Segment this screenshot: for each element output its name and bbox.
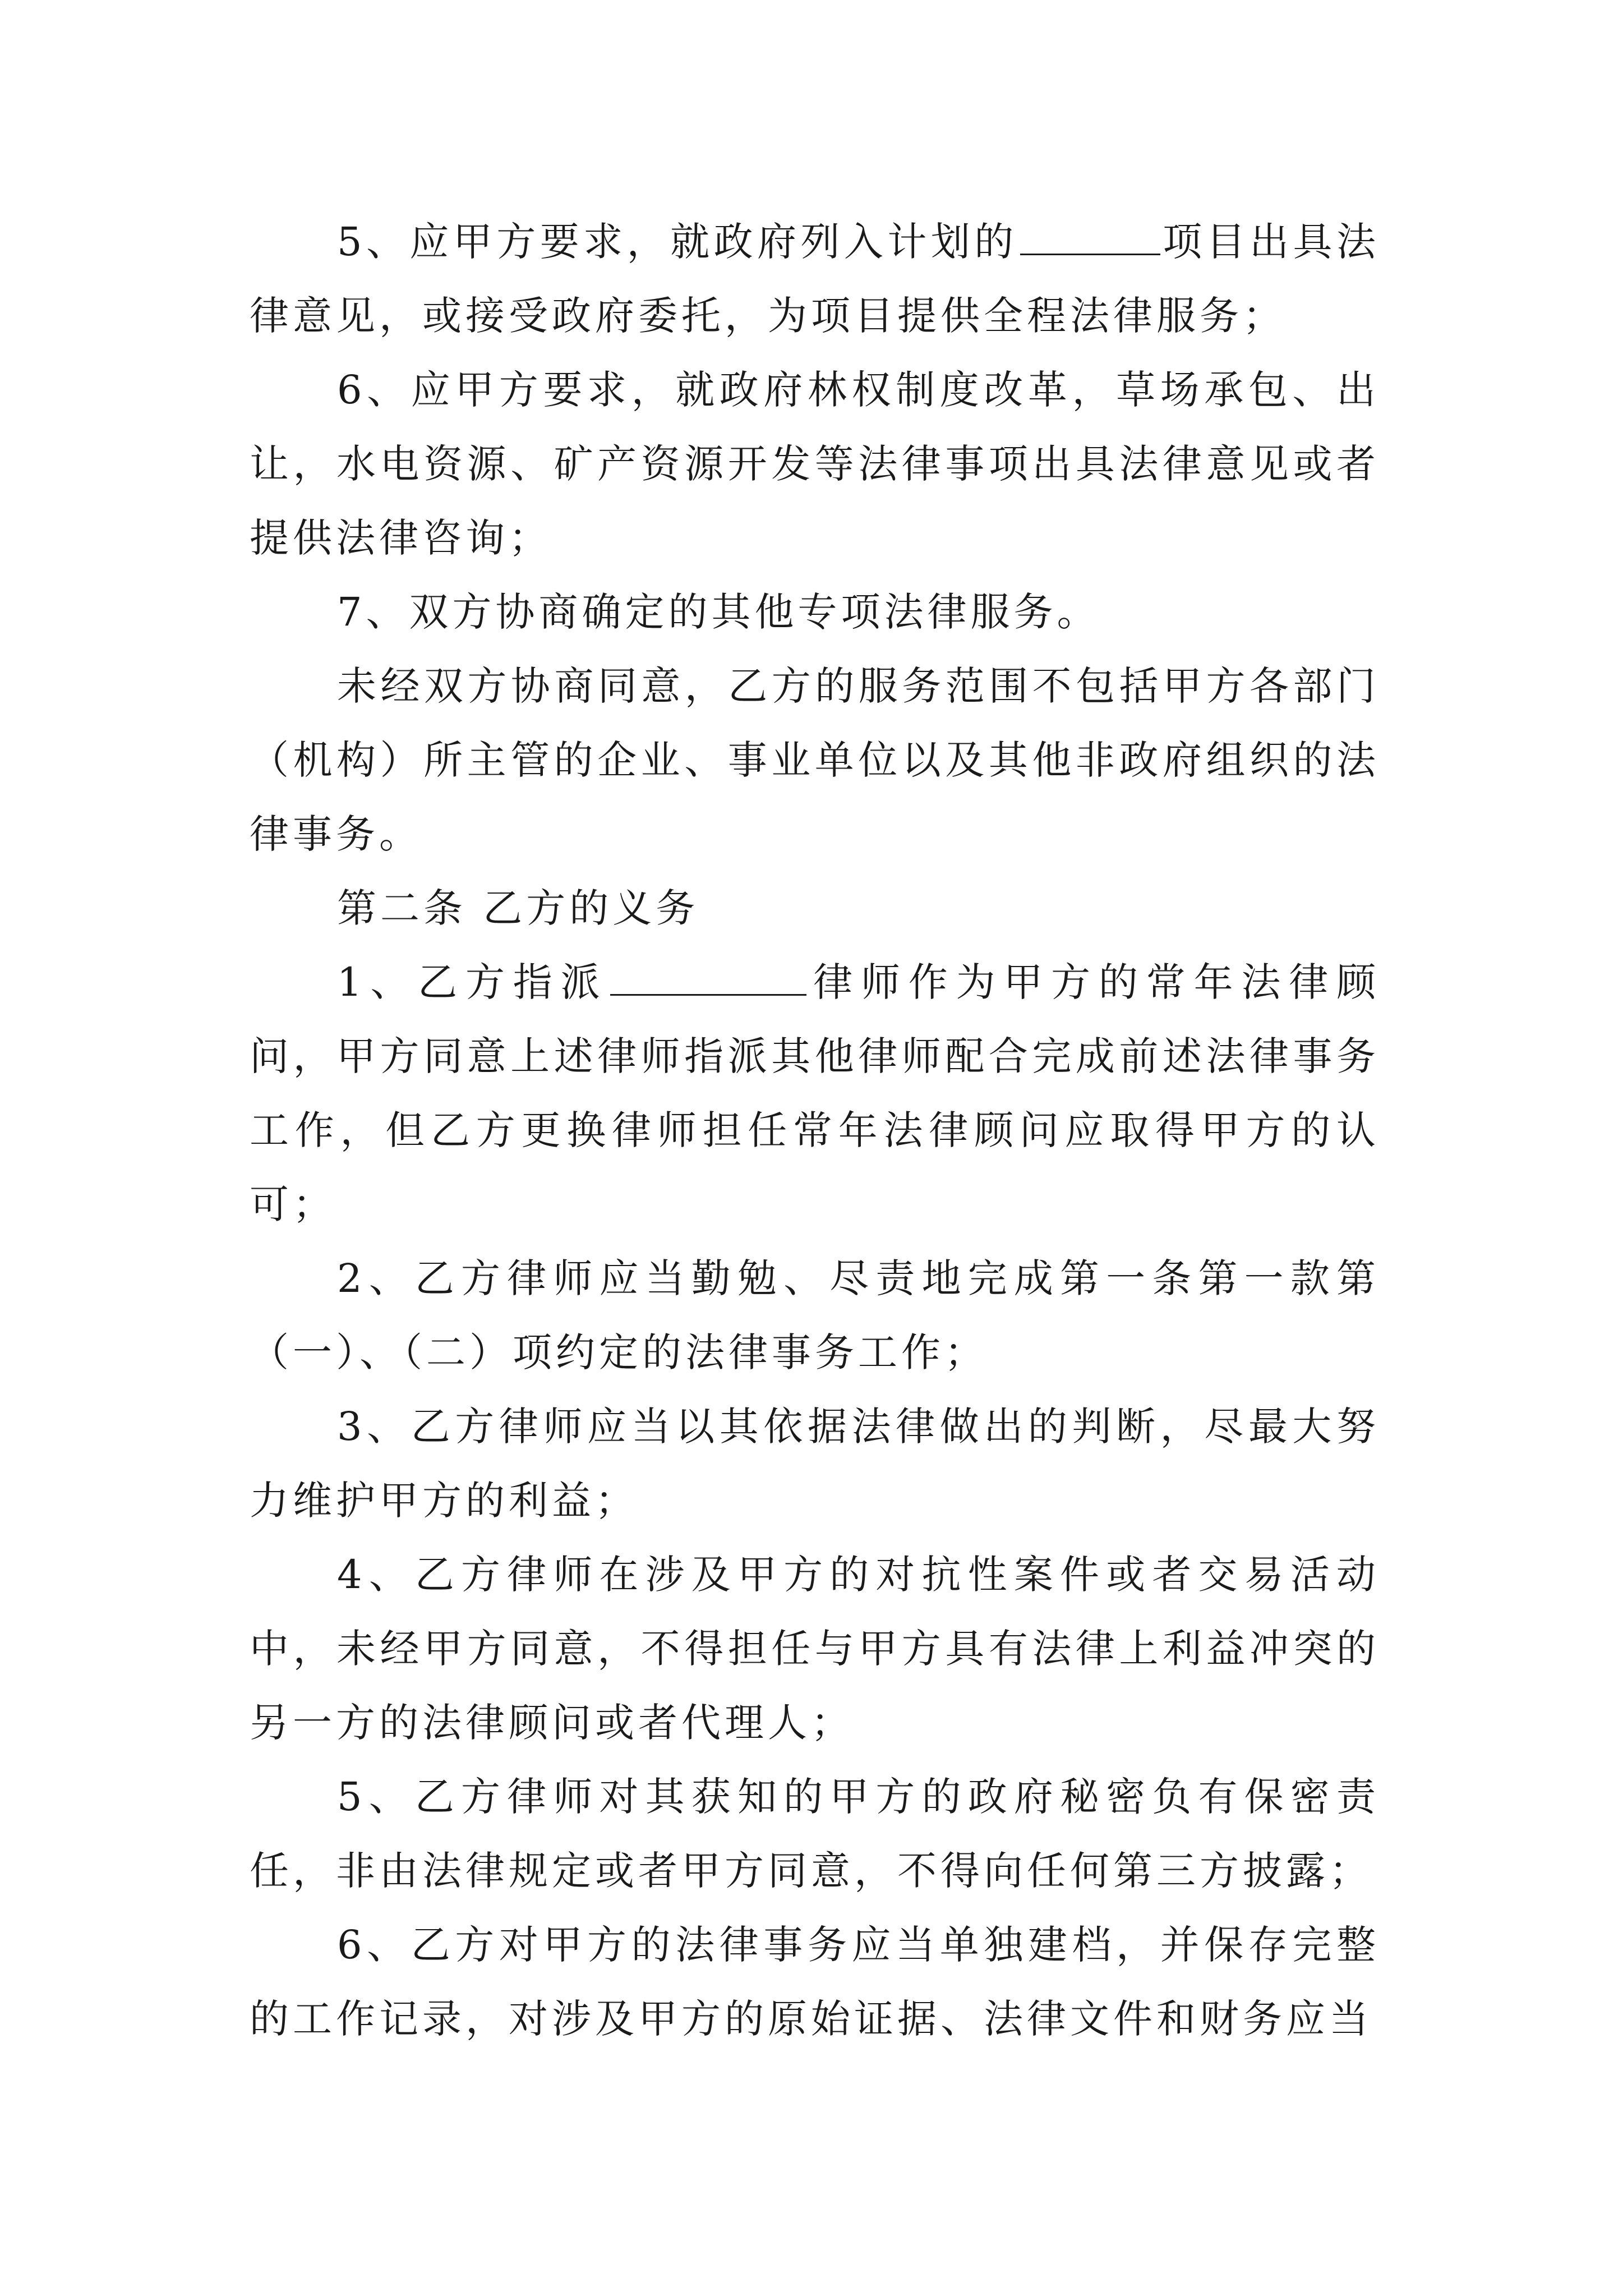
paragraph-item-7: 7、双方协商确定的其他专项法律服务。 [337,589,1100,635]
paragraph-duty-5: 5、乙方律师对其获知的甲方的政府秘密负有保密责任，非由法律规定或者甲方同意，不得向任何第三方披露； [250,1774,1380,1894]
paragraph-text: 1、乙方指派 [337,959,608,1005]
fill-in-blank [610,963,806,996]
paragraph-duty-3: 3、乙方律师应当以其依据法律做出的判断，尽最大努力维护甲方的利益； [250,1404,1380,1524]
paragraph-text: 项目出具法律意见，或接受政府委托，为项目提供全程法律服务； [250,219,1380,339]
paragraph-duty-1 [250,945,1380,1241]
paragraph-duty-4: 4、乙方律师在涉及甲方的对抗性案件或者交易活动中，未经甲方同意，不得担任与甲方具有法律上利益冲突的另一方的法律顾问或者代理人； [250,1552,1380,1746]
paragraph-text: 5、应甲方要求，就政府列入计划的 [337,219,1018,265]
fill-in-blank [1020,222,1160,255]
paragraph-text: 律师作为甲方的常年法律顾问，甲方同意上述律师指派其他律师配合完成前述法律事务工作，但乙方更换律师担任常年法律顾问应取得甲方的认可； [250,959,1380,1227]
paragraph-duty-6: 6、乙方对甲方的法律事务应当单独建档，并保存完整的工作记录，对涉及甲方的原始证据、法律文件和财务应当 [250,1922,1380,2042]
paragraph-item-5 [250,205,1380,353]
section-heading-article-2: 第二条 乙方的义务 [337,885,699,931]
paragraph-duty-2: 2、乙方律师应当勤勉、尽责地完成第一条第一款第（一）、（二）项约定的法律事务工作； [250,1255,1380,1375]
paragraph-scope-note: 未经双方协商同意，乙方的服务范围不包括甲方各部门（机构）所主管的企业、事业单位以及其他非政府组织的法律事务。 [250,663,1380,857]
paragraph-item-6: 6、应甲方要求，就政府林权制度改革，草场承包、出让，水电资源、矿产资源开发等法律事项出具法律意见或者提供法律咨询； [250,367,1380,561]
document-body [250,205,1380,2056]
